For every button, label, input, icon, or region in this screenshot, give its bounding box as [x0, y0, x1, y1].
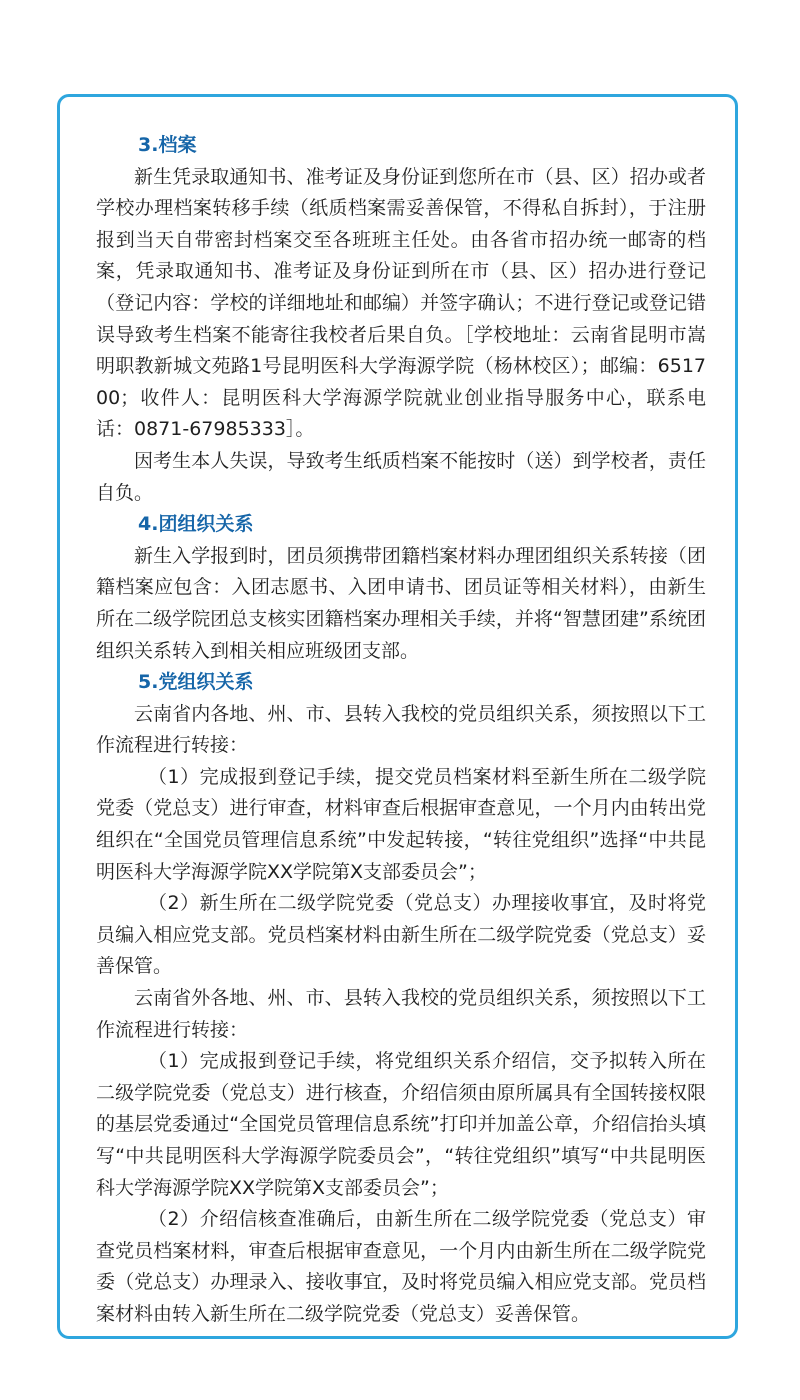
section-heading-party: 5.党组织关系 — [138, 671, 254, 694]
paragraph-step: （1）完成报到登记手续，将党组织关系介绍信，交予拟转入所在二级学院党委（党总支）进行核查，介绍信须由原所属具有全国转接权限的基层党委通过“全国党员管理信息系统”打印并加盖公章，介绍信抬头填写“中共昆明医科大学海源学院委员会”，“转往党组织”填写“中共昆明医科大学海源学院XX学院第X支部委员会”； — [96, 1050, 706, 1199]
paragraph: 因考生本人失误，导致考生纸质档案不能按时（送）到学校者，责任自负。 — [96, 449, 706, 504]
paragraph-step: （2）新生所在二级学院党委（党总支）办理接收事宜，及时将党员编入相应党支部。党员档案材料由新生所在二级学院党委（党总支）妥善保管。 — [96, 892, 706, 978]
paragraph-step: （1）完成报到登记手续，提交党员档案材料至新生所在二级学院党委（党总支）进行审查，材料审查后根据审查意见，一个月内由转出党组织在“全国党员管理信息系统”中发起转接，“转往党组织”选择“中共昆明医科大学海源学院XX学院第X支部委员会”； — [96, 765, 706, 883]
paragraph: 新生凭录取通知书、准考证及身份证到您所在市（县、区）招办或者学校办理档案转移手续（纸质档案需妥善保管，不得私自拆封），于注册报到当天自带密封档案交至各班班主任处。由各省市招办统一邮寄的档案，凭录取通知书、准考证及身份证到所在市（县、区）招办进行登记（登记内容：学校的详细地址和邮编）并签字确认；不进行登记或登记错误导致考生档案不能寄往我校者后果自负。［学校地址：云南省昆明市嵩明职教新城文苑路1号昆明医科大学海源学院（杨林校区）；邮编：651700；收件人：昆明医科大学海源学院就业创业指导服务中心，联系电话：0871-67985333］。 — [96, 165, 706, 441]
section-heading-league: 4.团组织关系 — [138, 513, 254, 536]
paragraph: 新生入学报到时，团员须携带团籍档案材料办理团组织关系转接（团籍档案应包含：入团志愿书、入团申请书、团员证等相关材料），由新生所在二级学院团总支核实团籍档案办理相关手续，并将“智慧团建”系统团组织关系转入到相关相应班级团支部。 — [96, 544, 706, 662]
paragraph: 云南省外各地、州、市、县转入我校的党员组织关系，须按照以下工作流程进行转接： — [96, 987, 706, 1041]
paragraph: 云南省内各地、州、市、县转入我校的党员组织关系，须按照以下工作流程进行转接： — [96, 702, 706, 757]
section-heading-archives: 3.档案 — [138, 134, 197, 156]
paragraph-step: （2）介绍信核查准确后，由新生所在二级学院党委（党总支）审查党员档案材料，审查后根据审查意见，一个月内由新生所在二级学院党委（党总支）办理录入、接收事宜，及时将党员编入相应党支部。党员档案材料由转入新生所在二级学院党委（党总支）妥善保管。 — [96, 1208, 706, 1325]
document-body — [96, 130, 706, 1331]
